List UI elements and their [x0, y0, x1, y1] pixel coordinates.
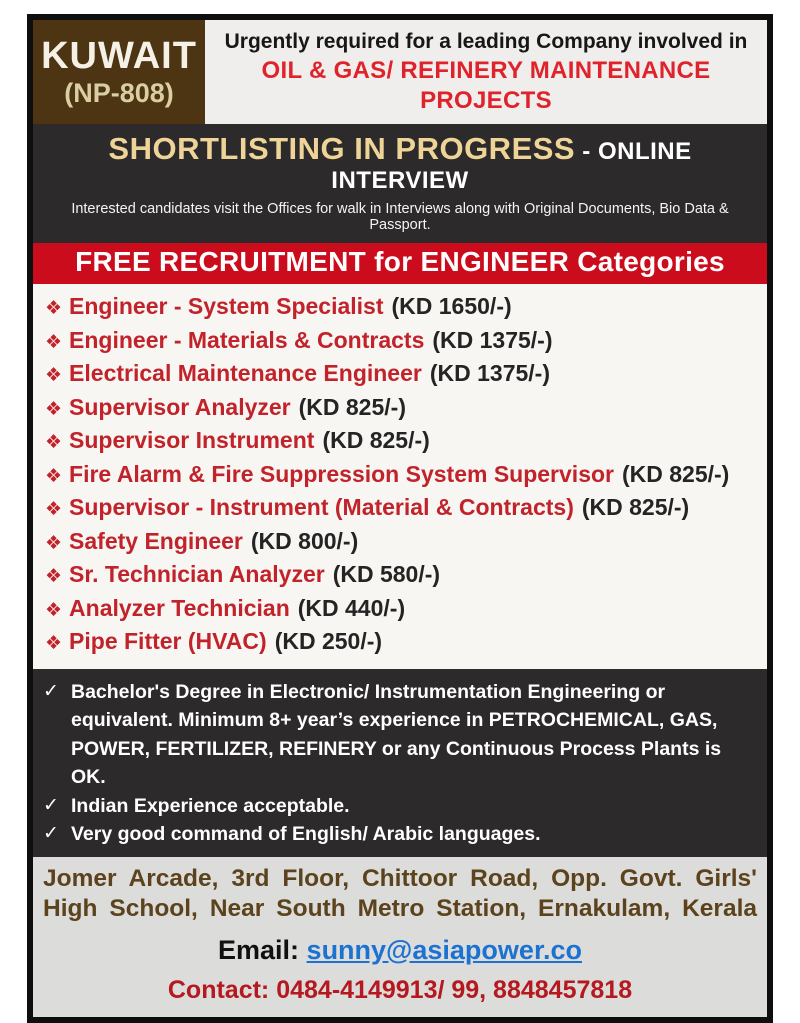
- requirement-text: Very good command of English/ Arabic languages.: [71, 823, 541, 845]
- diamond-bullet-icon: ❖: [45, 599, 63, 621]
- diamond-bullet-icon: ❖: [45, 398, 63, 420]
- job-row: [45, 325, 757, 359]
- status-highlight: SHORTLISTING IN PROGRESS: [108, 131, 576, 166]
- requirement-text: Indian Experience acceptable.: [71, 794, 350, 817]
- job-title: Pipe Fitter (HVAC): [69, 628, 267, 654]
- job-row: [45, 559, 757, 593]
- job-salary: (KD 580/-): [332, 561, 441, 587]
- job-salary: (KD 800/-): [250, 527, 359, 554]
- diamond-bullet-icon: ❖: [45, 365, 63, 386]
- recruitment-poster: [27, 14, 773, 1023]
- header-tagline: [205, 20, 767, 124]
- tagline-line2: OIL & GAS/ REFINERY MAINTENANCE PROJECTS: [261, 57, 711, 114]
- job-title: Supervisor - Instrument (Material & Contracts): [69, 494, 574, 520]
- job-title: Sr. Technician Analyzer: [69, 561, 325, 587]
- header: [33, 20, 767, 124]
- job-salary: (KD 825/-): [581, 494, 690, 520]
- diamond-bullet-icon: ❖: [45, 465, 63, 487]
- footer: [33, 857, 767, 1017]
- checkmark-icon: ✓: [43, 794, 59, 816]
- reference-code: (NP-808): [64, 78, 174, 108]
- requirement-text: Bachelor's Degree in Electronic/ Instrumentation Engineering or equivalent. Minimum 8+ year’s experience in PETROCHEMICAL, GAS, POWER, FERTILIZER, REFINERY or any Continuous Process Plants is OK.: [71, 680, 722, 788]
- checkmark-icon: ✓: [43, 823, 59, 844]
- job-row: [45, 492, 757, 526]
- job-salary: (KD 1650/-): [391, 293, 512, 319]
- job-salary: (KD 1375/-): [429, 360, 550, 386]
- job-title: Engineer - Materials & Contracts: [69, 326, 425, 353]
- status-banner: [33, 124, 767, 243]
- diamond-bullet-icon: ❖: [45, 633, 63, 654]
- tagline-line1: Urgently required for a leading Company involved in: [224, 30, 748, 53]
- job-row: [45, 392, 757, 426]
- diamond-bullet-icon: ❖: [45, 499, 63, 520]
- job-salary: (KD 250/-): [274, 628, 383, 654]
- job-row: [45, 593, 757, 627]
- job-list: [33, 284, 767, 669]
- job-salary: (KD 440/-): [297, 594, 406, 621]
- requirement-row: [43, 792, 753, 821]
- job-row: [45, 459, 757, 493]
- diamond-bullet-icon: ❖: [45, 298, 63, 319]
- job-title: Analyzer Technician: [69, 594, 290, 621]
- diamond-bullet-icon: ❖: [45, 331, 63, 353]
- requirements-list: [33, 669, 767, 857]
- job-salary: (KD 825/-): [322, 427, 430, 453]
- job-row: [45, 425, 757, 459]
- job-row: [45, 626, 757, 660]
- job-title: Electrical Maintenance Engineer: [69, 360, 422, 386]
- status-note: Interested candidates visit the Offices for walk in Interviews along with Original Documents, Bio Data & Passport.: [71, 201, 729, 233]
- status-line: [37, 131, 763, 195]
- requirement-row: [43, 678, 753, 792]
- job-row: [45, 526, 757, 560]
- email-label: Email:: [218, 934, 307, 965]
- job-row: [45, 358, 757, 392]
- job-title: Engineer - System Specialist: [69, 293, 384, 319]
- job-salary: (KD 825/-): [621, 460, 730, 487]
- job-salary: (KD 825/-): [298, 393, 406, 420]
- email-link[interactable]: sunny@asiapower.co: [306, 934, 582, 965]
- requirement-row: [43, 820, 753, 849]
- job-title: Supervisor Analyzer: [69, 393, 291, 420]
- diamond-bullet-icon: ❖: [45, 432, 63, 453]
- status-suffix: - ONLINE INTERVIEW: [331, 138, 692, 194]
- diamond-bullet-icon: ❖: [45, 566, 63, 587]
- job-title: Safety Engineer: [69, 527, 243, 554]
- job-row: [45, 291, 757, 325]
- recruitment-banner: FREE RECRUITMENT for ENGINEER Categories: [33, 243, 767, 284]
- checkmark-icon: ✓: [43, 680, 59, 702]
- job-title: Supervisor Instrument: [69, 427, 315, 453]
- office-address: Jomer Arcade, 3rd Floor, Chittoor Road, Opp. Govt. Girls' High School, Near South Metro Station, Ernakulam, Kerala: [43, 864, 757, 922]
- country-name: KUWAIT: [41, 35, 197, 77]
- diamond-bullet-icon: ❖: [45, 532, 63, 554]
- contact-numbers: Contact: 0484-4149913/ 99, 8848457818: [167, 975, 633, 1004]
- email-line: [33, 926, 767, 969]
- country-badge: [33, 20, 205, 124]
- job-title: Fire Alarm & Fire Suppression System Supervisor: [69, 460, 614, 487]
- job-salary: (KD 1375/-): [432, 326, 553, 353]
